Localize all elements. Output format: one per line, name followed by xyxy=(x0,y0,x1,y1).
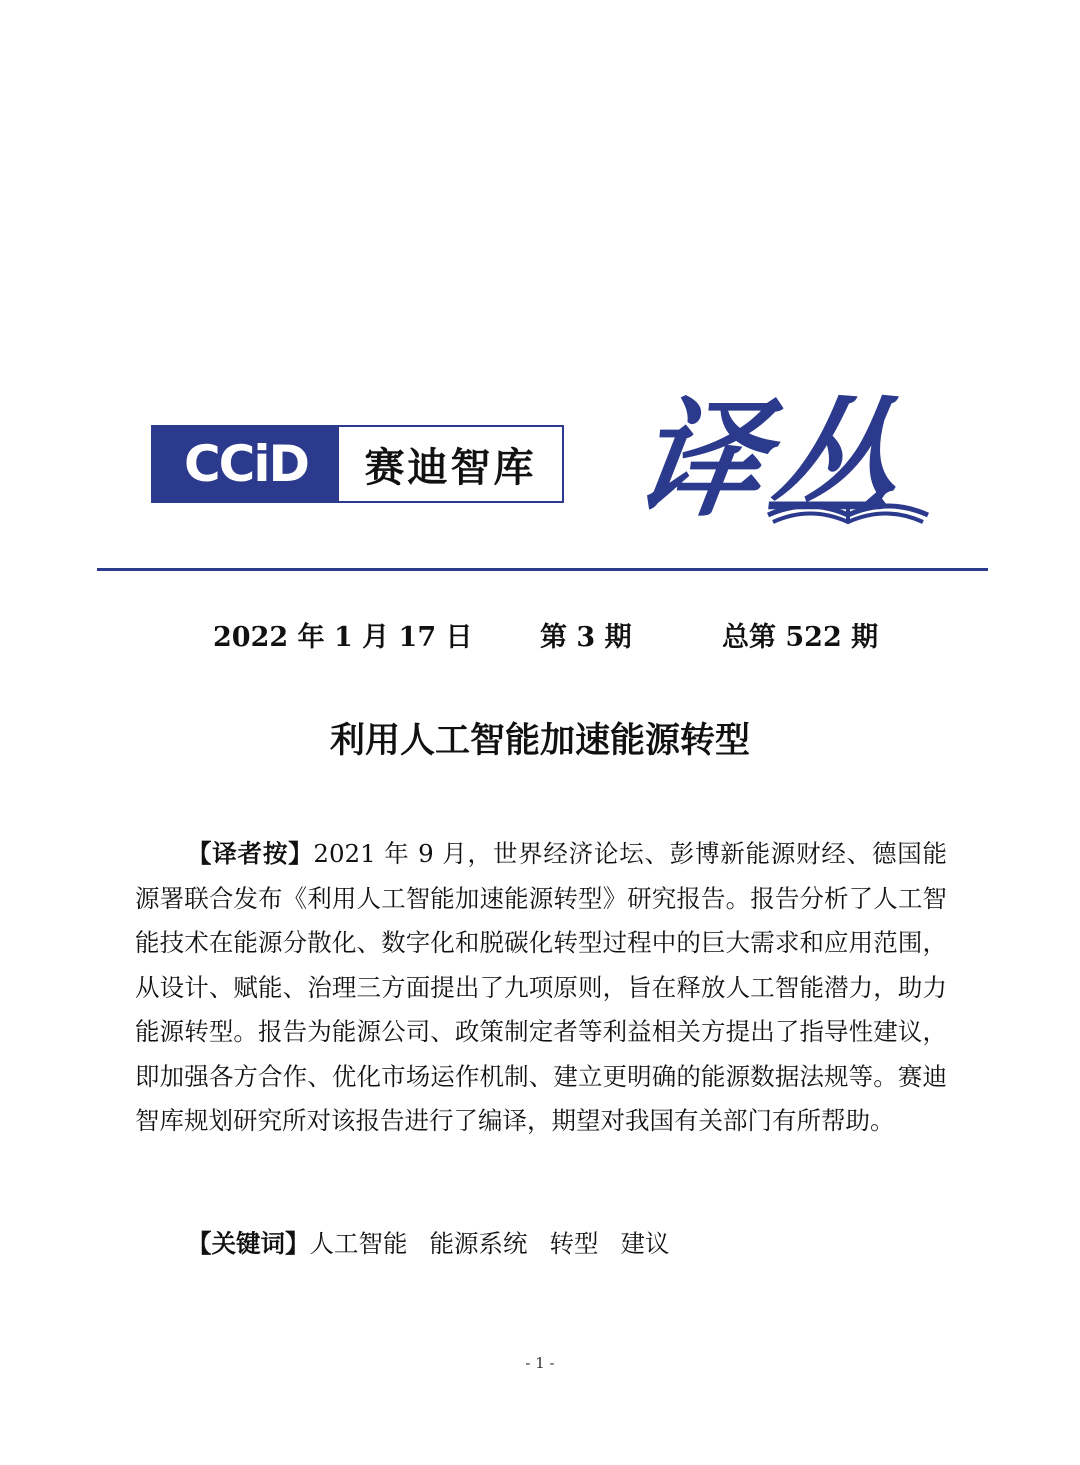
keywords-label: 【关键词】 xyxy=(187,1229,310,1258)
issue-total: 总第 522 期 xyxy=(722,622,879,653)
ccid-logo xyxy=(151,425,564,503)
header-divider xyxy=(97,568,988,571)
open-book-icon xyxy=(763,485,933,525)
series-title xyxy=(605,385,935,560)
keyword-item: 建议 xyxy=(620,1229,670,1258)
page-number: - 1 - xyxy=(525,1354,555,1372)
translator-note-text: 2021 年 9 月，世界经济论坛、彭博新能源财经、德国能源署联合发布《利用人工智能加速能源转型》研究报告。报告分析了人工智能技术在能源分散化、数字化和脱碳化转型过程中的巨大需求和应用范围，从设计、赋能、治理三方面提出了九项原则，旨在释放人工智能潜力，助力能源转型。报告为能源公司、政策制定者等利益相关方提出了指导性建议，即加强各方合作、优化市场运作机制、建立更明确的能源数据法规等。赛迪智库规划研究所对该报告进行了编译，期望对我国有关部门有所帮助。 xyxy=(135,839,947,1135)
document-title: 利用人工智能加速能源转型 xyxy=(329,721,750,761)
org-name: 赛迪智库 xyxy=(364,444,537,491)
issue-date: 2022 年 1 月 17 日 xyxy=(213,622,473,653)
keyword-item: 能源系统 xyxy=(429,1229,528,1258)
series-title-text: 译丛 xyxy=(625,385,915,535)
ccid-logo-mark: CCiD xyxy=(153,427,339,501)
translator-note-label: 【译者按】 xyxy=(187,839,314,868)
keyword-item: 人工智能 xyxy=(309,1229,408,1258)
issue-number: 第 3 期 xyxy=(540,622,632,653)
translator-note xyxy=(135,832,947,1144)
keywords xyxy=(187,1222,692,1266)
keyword-item: 转型 xyxy=(549,1229,599,1258)
